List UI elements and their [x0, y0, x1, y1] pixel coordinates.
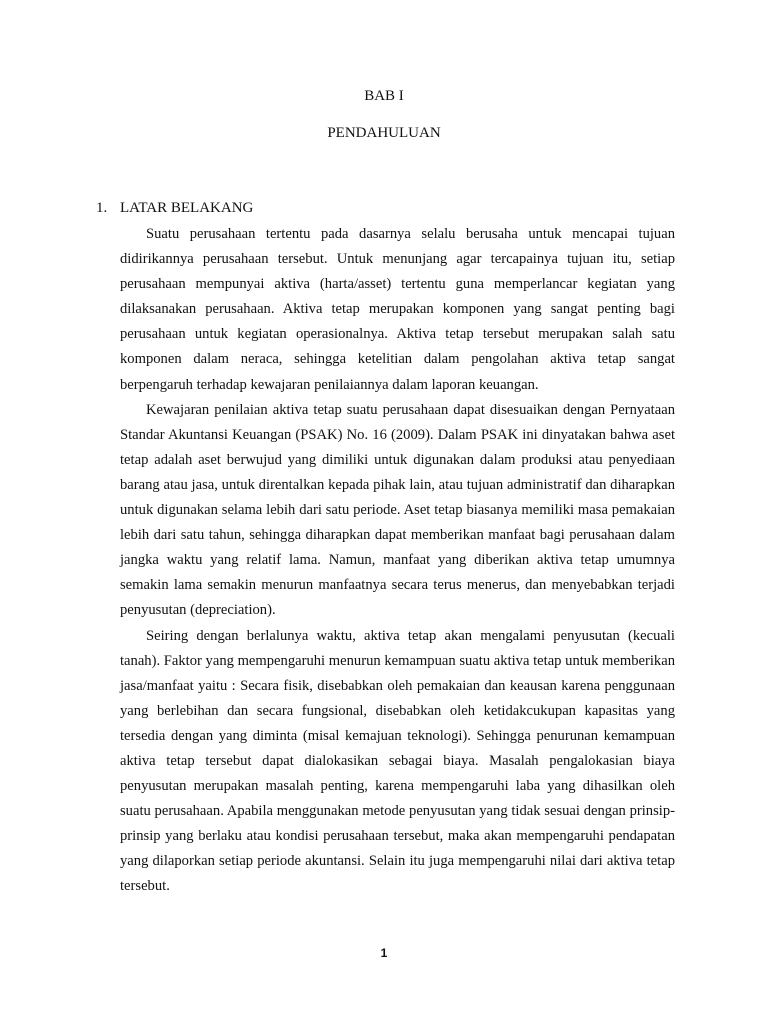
paragraph: Suatu perusahaan tertentu pada dasarnya selalu berusaha untuk mencapai tujuan didirikannya perusahaan tersebut. Untuk menunjang agar tercapainya tujuan itu, setiap perusahaan mempunyai aktiva (harta/asset) tertentu guna memperlancar kegiatan yang dilaksanakan perusahaan. Aktiva tetap merupakan komponen yang sangat penting bagi perusahaan untuk kegiatan operasionalnya. Aktiva tetap tersebut merupakan salah satu komponen dalam neraca, sehingga ketelitian dalam pengolahan aktiva tetap sangat berpengaruh terhadap kewajaran penilaiannya dalam laporan keuangan.	[120, 226, 675, 393]
section-heading	[96, 198, 253, 218]
paragraph: Kewajaran penilaian aktiva tetap suatu perusahaan dapat disesuaikan dengan Pernyataan Standar Akuntansi Keuangan (PSAK) No. 16 (2009). Dalam PSAK ini dinyatakan bahwa aset tetap adalah aset berwujud yang dimiliki untuk digunakan dalam produksi atau penyediaan barang atau jasa, untuk direntalkan kepada pihak lain, atau tujuan administratif dan diharapkan untuk digunakan selama lebih dari satu periode. Aset tetap biasanya memiliki masa pemakaian lebih dari satu tahun, sehingga diharapkan dapat memberikan manfaat bagi perusahaan dalam jangka waktu yang relatif lama. Namun, manfaat yang diberikan aktiva tetap umumnya semakin lama semakin menurun manfaatnya secara terus menerus, dan menyebabkan terjadi penyusutan (depreciation).	[120, 401, 675, 619]
chapter-label: BAB I	[364, 88, 404, 104]
section-number: 1.	[96, 200, 108, 216]
chapter-title: PENDAHULUAN	[327, 125, 441, 141]
section-title: LATAR BELAKANG	[120, 200, 254, 216]
page-number: 1	[380, 946, 388, 960]
paragraph: Seiring dengan berlalunya waktu, aktiva tetap akan mengalami penyusutan (kecuali tanah). Faktor yang mempengaruhi menurun kemampuan suatu aktiva tetap untuk memberikan jasa/manfaat yaitu : Secara fisik, disebabkan oleh pemakaian dan keausan karena penggunaan yang berlebihan dan secara fungsional, disebabkan oleh ketidakcukupan kapasitas yang tersedia dengan yang diminta (misal kemajuan teknologi). Sehingga penurunan kemampuan aktiva tetap tersebut dapat dialokasikan sebagai biaya. Masalah pengalokasian biaya penyusutan merupakan masalah penting, karena mempengaruhi laba yang dihasilkan oleh suatu perusahaan. Apabila menggunakan metode penyusutan yang tidak sesuai dengan prinsip-prinsip yang berlaku atau kondisi perusahaan tersebut, maka akan mempengaruhi pendapatan yang dilaporkan setiap periode akuntansi. Selain itu juga mempengaruhi nilai dari aktiva tetap tersebut.	[120, 627, 675, 895]
body-text	[120, 222, 675, 900]
